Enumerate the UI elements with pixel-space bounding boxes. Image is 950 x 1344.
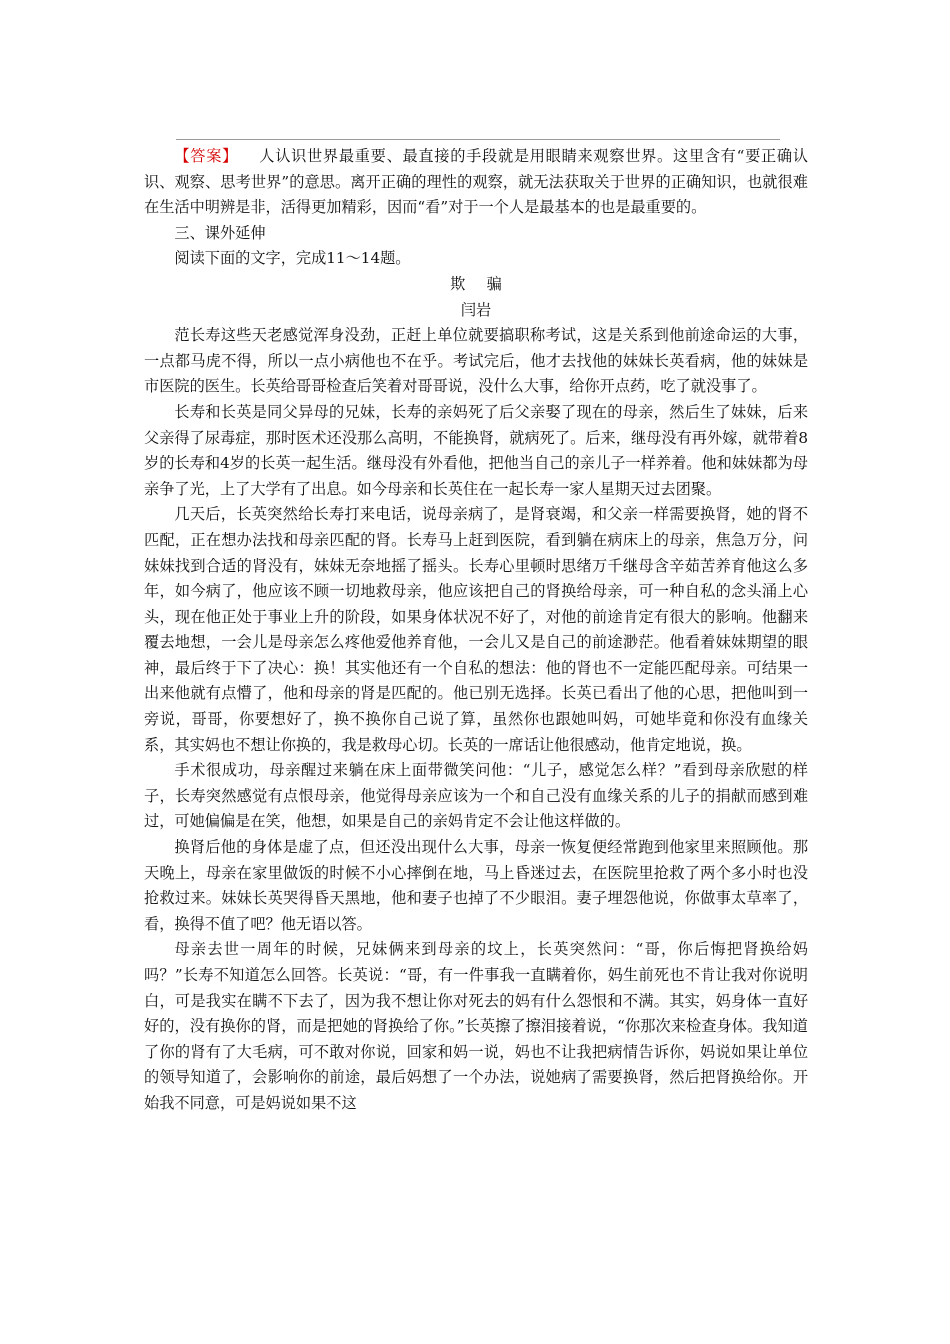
article-paragraph: 母亲去世一周年的时候，兄妹俩来到母亲的坟上，长英突然问：“哥，你后悔把肾换给妈吗？”长寿不知道怎么回答。长英说：“哥，有一件事我一直瞒着你，妈生前死也不肯让我对你说明白，可是我实在瞒不下去了，因为我不想让你对死去的妈有什么怨恨和不满。其实，妈身体一直好好的，没有换你的肾，而是把她的肾换给了你。”长英擦了擦泪接着说，“你那次来检查身体。我知道了你的肾有了大毛病，可不敢对你说，回家和妈一说，妈也不让我把病情告诉你，妈说如果让单位的领导知道了，会影响你的前途，最后妈想了一个办法，说她病了需要换肾，然后把肾换给你。开始我不同意，可是妈说如果不这	[144, 940, 808, 1112]
section-heading: 三、课外延伸	[174, 223, 266, 242]
article-paragraph: 范长寿这些天老感觉浑身没劲，正赶上单位就要搞职称考试，这是关系到他前途命运的大事，一点都马虎不得，所以一点小病他也不在乎。考试完后，他才去找他的妹妹长英看病，他的妹妹是市医院的医生。长英给哥哥检查后笑着对哥哥说，没什么大事，给你开点药，吃了就没事了。	[144, 326, 808, 396]
article-paragraph: 手术很成功，母亲醒过来躺在床上面带微笑问他：“儿子，感觉怎么样？”看到母亲欣慰的样子，长寿突然感觉有点恨母亲，他觉得母亲应该为一个和自己没有血缘关系的儿子的捐献而感到难过，可她偏偏是在笑，他想，如果是自己的亲妈肯定不会让他这样做的。	[144, 761, 808, 831]
answer-label: 【答案】	[174, 147, 239, 165]
article-title: 欺骗	[450, 274, 524, 293]
reading-instruction: 阅读下面的文字，完成11～14题。	[174, 249, 411, 268]
answer-text: 人认识世界最重要、最直接的手段就是用眼睛来观察世界。这里含有“要正确认识、观察、思考世界”的意思。离开正确的理性的观察，就无法获取关于世界的正确知识，也就很难在生活中明辨是非，活得更加精彩，因而“看”对于一个人是最基本的也是最重要的。	[144, 147, 808, 217]
answer-paragraph	[144, 144, 808, 221]
article-paragraph: 换肾后他的身体是虚了点，但还没出现什么大事，母亲一恢复便经常跑到他家里来照顾他。那天晚上，母亲在家里做饭的时候不小心摔倒在地，马上昏迷过去，在医院里抢救了两个多小时也没抢救过来。妹妹长英哭得昏天黑地，他和妻子也掉了不少眼泪。妻子埋怨他说，你做事太草率了，看，换得不值了吧？他无语以答。	[144, 838, 808, 933]
header-divider	[176, 139, 780, 140]
article-paragraph: 几天后，长英突然给长寿打来电话，说母亲病了，是肾衰竭，和父亲一样需要换肾，她的肾不匹配，正在想办法找和母亲匹配的肾。长寿马上赶到医院，看到躺在病床上的母亲，焦急万分，问妹妹找到合适的肾没有，妹妹无奈地摇了摇头。长寿心里顿时思绪万千继母含辛茹苦养育他这么多年，如今病了，他应该不顾一切地救母亲，他应该把自己的肾换给母亲，可一种自私的念头涌上心头，现在他正处于事业上升的阶段，如果身体状况不好了，对他的前途肯定有很大的影响。他翻来覆去地想，一会儿是母亲怎么疼他爱他养育他，一会儿又是自己的前途渺茫。他看着妹妹期望的眼神，最后终于下了决心：换！其实他还有一个自私的想法：他的肾也不一定能匹配母亲。可结果一出来他就有点懵了，他和母亲的肾是匹配的。他已别无选择。长英已看出了他的心思，把他叫到一旁说，哥哥，你要想好了，换不换你自己说了算，虽然你也跟她叫妈，可她毕竟和你没有血缘关系，其实妈也不想让你换的，我是救母心切。长英的一席话让他很感动，他肯定地说，换。	[144, 505, 808, 754]
article-paragraph: 长寿和长英是同父异母的兄妹，长寿的亲妈死了后父亲娶了现在的母亲，然后生了妹妹，后来父亲得了尿毒症，那时医术还没那么高明，不能换肾，就病死了。后来，继母没有再外嫁，就带着8岁的长寿和4岁的长英一起生活。继母没有外看他，把他当自己的亲儿子一样养着。他和妹妹都为母亲争了光，上了大学有了出息。如今母亲和长英住在一起长寿一家人星期天过去团聚。	[144, 402, 808, 498]
article-author: 闫岩	[460, 300, 492, 319]
document-body	[144, 144, 808, 1117]
